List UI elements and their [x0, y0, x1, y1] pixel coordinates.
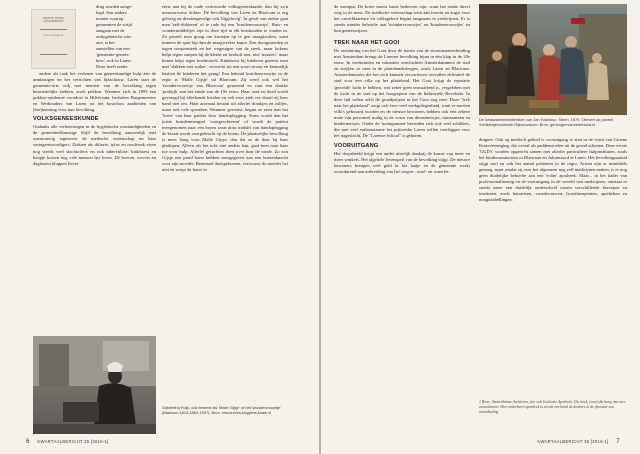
booklet-subtitle: HET RAADSBLAD — [43, 34, 64, 37]
left-column-1 — [33, 71, 156, 167]
page-number: 7 — [616, 438, 620, 445]
paragraph: Het dorpsbeeld krijgt een ander uiterlijk dankzij de komst van meer en meer winkels. Het algehele levenspeil van de bevolking stijgt. De nieuwe bewoners brengen veel geld in het laatje en de gemeente werkt voortdurend aan uitbreiding van het wegen-, riool- en waterlei- — [334, 150, 470, 175]
right-column-2 — [479, 137, 627, 390]
footnote: 1 Bron: Amsterdamse Archieven, (zie ook Goolsche Apotheek. Die boek, tenzij die hoog van zeer vanvoltaneer. Hier onderkeert apotheek is al ook een hand de donkers in de dyosatie van ontwikkeling — [479, 400, 626, 414]
section-heading: TREK NAAR HET GOOI — [334, 40, 400, 47]
page-number: 6 — [26, 438, 30, 445]
intro-line: aangaan met de — [96, 28, 125, 34]
left-footer — [20, 438, 109, 445]
intro-line: 'gemeente-genees- — [96, 52, 130, 58]
right-page — [321, 0, 640, 454]
paragraph: eerst aan bij de oude vertrouwde volksgeneeskunde, dan bij zo'n nieuwerwetse dokter. De bevolking van Laren en Blaricum is erg gelovig en dientengevolge ook 'bijgelovig'. In geval van ziekte gaat men 'zelf-dokteren' of te rade bij een 'kruidenvrouwtje'. Huis- en wondermiddeltjes zijn in deze tijd in elk huishouden te vinden in. Zo prezelt men graag om kruiejen op te gen maagkwalen, want immers de spin bijt dan de maagwerker kapot. Een doorgesneden ui tegen wespensteek en het wegzuigen van de steek, maar kokens helpt tegen stuipen bij de kleine en bezhult met, niet 'muizen', maar bonen helpt tegen koeltesteek. Kinkhoest bij kinderen geneest men met 'slakken met suiker', verwerkt tot een soort stroop en kenmelijk hastten de kinderen het graag! Een bekend kruidenvrouwtje in de regio is 'Malle Gijsje' uit Blaricum. Zij werd ook wel het 'wondervrouwtje van Blaricum' genoemd en runt een drukke 'praktijk' aan het einde van de 19e eeuw. Haar raad en daad wordt gevraagd bij allerhande kwalen en ook voor ziek vee draait zij haar hand niet om. Haar arsenaal bestaat uit allerlei drankjes en zalfjes, maar ook vele spreuken. Wanneer gewenst, begint ze eerst met het 'lezen' van haar patiënt door handoplegging. Soms wordt dan het juiste kruidenmengsel 'voorgeschreven' of wordt de patiënt meegenomen naar een boom waar door middel van handoplegging de kwaal wordt overgebracht op de boom. De plaatselijke bevolking is meer bang voor Malle Gijsje, dan dat ze de deur bij haar platlopen. Alleen als het echt niet anders kan, gaat men naar haar toe voor hulp. Allerlei geruchten doen over haar de ronde. Zo zou Gijsje een pond boter hebben meegegeven aan een boerenknecht voor zijn moeder. Bemmaal thuisgekomen, vertrouwt de moeder het niet en werpt de boter in — [162, 4, 288, 173]
intro-line: aanstellen van een — [96, 46, 130, 52]
booklet-rule — [40, 54, 67, 55]
intro-line: heer', ook in Laren. — [96, 58, 132, 64]
paragraph: de mestput. De boter moest haast bedorven zijn, want het stonk direct weg in de mest. De medische wetenschap wint aan terrein en angst voor het onverklaarbare en volksgeloof begint langzaam te verdwijnen. Er is steeds minder behoefte aan 'wondervrouwtjes' en 'kruidenvrouwtjes' en hun geneeswijzen. — [334, 4, 470, 34]
intro-line: Deze heeft onder — [96, 64, 128, 70]
intro-line: gemeenten de strijd — [96, 22, 132, 28]
left-intro-wrap-text — [96, 4, 156, 71]
right-column-1 — [334, 4, 470, 436]
left-column-2 — [162, 4, 288, 402]
left-page — [0, 0, 319, 454]
section-heading: VOLKSGENEESKUNDE — [33, 116, 99, 123]
booklet-rule — [40, 29, 67, 30]
photo-caption: Gijsbertha Fuijk, ook bekend als 'Malle Gijsje' of het 'wondervrouwtje' (Blaricum 1814-1883-1937). Bron: rescources.huygens.knaw.nl — [162, 405, 281, 415]
intro-line: legd. Een andere — [96, 10, 127, 16]
paragraph: andere als taak het verlenen van geneeskundige hulp aan de armlastigen en het verrichten van lijkschouw. Laren start de gemeente-arts ook met inenten van de bevolking tegen besmettelijke ziekten, zoals pokken. Wanneer zich in 1893 een pokken-epidemie voordoet in Hilversum, besluiten Burgemeester en Wethouders van Laren tot het kosteloos aanbieden van (her)inenting voor hun bevolking. — [33, 71, 156, 113]
paragraph: De ontsluiting van het Gooi door de komst van de stoomtramverbinding met Amsterdam brengt de Larense bevolking bijna in één klap in de 20e eeuw. In weekeinden en vakanties ontvluchten Amsterdammers de stad en strijken ze neer in de plattelandsdorpjes, zoals Laren en Blaricum. Amsterdammers die het zich kunnen veroorloven vervullen definitief de stad voor een villa op het platteland. Het Gooi krijgt de reputatie 'gezonde' lucht te hebben, wat zeker geen onwaarheid is, vergeleken met de lucht in de stad op het hoogtepunt van de Industriële Revolutie. In deze tijd vallen zelfs de grondprijzen in het Gooi nog mee. Deze "trek naar het platteland" zorgt ook voor veel werkgelegenheid, want er moeten villa's gebouwd worden en de nieuwe bewoners hebben ook een zekere mate van personeel nodig in de vorm van dienstmeisjes, tuinmannen en kindermeisjes. Onder de 'nomigranten' bevinden zich ook veel schilders, die met veel enthousiasme het pittoreske Laren willen vastleggen voor het nageslacht. De "Larense School" is geboren. — [334, 48, 470, 138]
booklet-title: PROEVE EENER GESCHIEDENIS — [43, 17, 64, 24]
section-heading: VOORUITGANG — [334, 142, 379, 149]
intro-line: ding worden aange- — [96, 4, 133, 9]
paragraph: Ondanks alle verbeteringen in de hygiënische omstandigheden en de geneesheelkunstige blijft de bevolking aanzienlijk met wantrouwig tegenover de medische wetenschap en haar vertegenwoordigers. Ziekten als difterie, tyfus en roodvonk eisen nog steeds veel slachtoffers en ook tuberculose, kinkhoest en heupje kosten nog vele mensen het leven. De boeren, wevers en dagloners kloppen liever — [33, 124, 156, 166]
painting-caption: De kwakzalver/tandtrekker van Jan Havicksz. Steen, 1679. Olieverf op paneel. Schilderijencollectie Rijksmuseum. Bron: geheugenvannederland.nl — [479, 117, 615, 127]
right-footer — [537, 438, 626, 445]
intro-line: manier waarop — [96, 16, 124, 22]
historic-photo-malle-gijsje — [33, 336, 156, 434]
intro-line: onhygiënische situ- — [96, 34, 132, 40]
painting-kwakzalver — [479, 4, 627, 115]
journal-name: KWARTAALBERICHT 35 [2016-1] — [37, 439, 109, 444]
intro-line: atie, is het — [96, 40, 115, 46]
booklet-image — [32, 10, 75, 68]
journal-name: KWARTAALBERICHT 35 [2016-1] — [537, 439, 609, 444]
paragraph: dingnet. Ook op medisch gebied is vooruitgang te zien in de vorm van Groene Kruisvereniging, die overal als paddenstoelen uit de grond schieten. Deze eerste 'GGD's' worden opgericht samen met allerlei particuliere hulpinstituten, zoals het kindersanatorium in Blaricum en Juliansoord te Laren. Het bevolkingsaantal stijgt snel en ook het aantal patiënten in de regio. Artsen zijn er inmiddels genoeg, maar omdat zij over het algemeen nog zelf medicijnen maken, is er nog geen duidelijke behoefte aan een 'echte' apotheek. Maar... in het kader van professionalisering en de vooruitgang in de wereld van medicijnen, ontstaat er steeds meer een duidelijk onderscheid tussen verschillende beroepen en instituten, zoals huisartsen, vroedvrouwen, fysiotherapeuten, apotheken en nongistabellingen. — [479, 137, 627, 203]
